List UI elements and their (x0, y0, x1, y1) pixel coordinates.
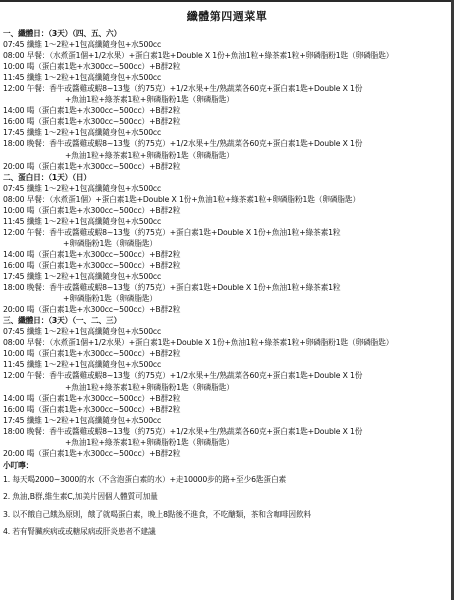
schedule-line: 18:00 晚餐：香牛或醬雞或蝦8~13隻（約75克）+1/2水果+生/熟蔬菜各60克+蛋白素1匙+Double X 1份 (3, 139, 363, 149)
schedule-line: 07:45 纖維 1～2粒+1包高纖隨身包+水500cc (3, 183, 162, 193)
schedule-line: 10:00 喝（蛋白素1匙+水300cc~500cc）+B群2粒 (3, 62, 181, 72)
schedule-line: 07:45 纖維 1～2粒+1包高纖隨身包+水500cc (3, 327, 162, 337)
schedule-line: 11:45 纖維 1～2粒+1包高纖隨身包+水500cc (3, 73, 162, 83)
schedule-line: 12:00 午餐：香牛或醬雞或蝦8~13隻（約75克）+1/2水果+生/熟蔬菜各60克+蛋白素1匙+Double X 1份 (3, 371, 363, 381)
schedule-line: 14:00 喝（蛋白素1匙+水300cc~500cc）+B群2粒 (3, 106, 181, 116)
schedule-line: 17:45 纖維 1～2粒+1包高纖隨身包+水500cc (3, 272, 162, 282)
schedule-line: 20:00 喝（蛋白素1匙+水300cc~500cc）+B群2粒 (3, 305, 181, 315)
schedule-line: 14:00 喝（蛋白素1匙+水300cc~500cc）+B群2粒 (3, 393, 181, 403)
schedule-line: 07:45 纖維 1～2粒+1包高纖隨身包+水500cc (3, 40, 162, 50)
schedule-line: 11:45 纖維 1～2粒+1包高纖隨身包+水500cc (3, 216, 162, 226)
tip-item: 4. 若有腎臟疾病或或糖尿病或肝炎患者不建議 (3, 527, 156, 537)
schedule-line: 11:45 纖維 1～2粒+1包高纖隨身包+水500cc (3, 360, 162, 370)
schedule-line: 08:00 早餐：（水煮蛋1個）+蛋白素1匙+Double X 1份+魚油1粒+綠茶素1粒+卵磷脂粉1匙（卵磷脂匙） (3, 194, 360, 204)
tip-item: 3. 以不餓自己餓為原則，餓了就喝蛋白素，晚上8點後不進食，不吃醣類，茶和含咖啡因飲料 (3, 509, 312, 519)
schedule-continuation-line: +魚油1粒+綠茶素1粒+卵磷脂粉1匙（卵磷脂匙） (65, 150, 234, 160)
schedule-line: 16:00 喝（蛋白素1匙+水300cc~500cc）+B群2粒 (3, 404, 181, 414)
schedule-line: 20:00 喝（蛋白素1匙+水300cc~500cc）+B群2粒 (3, 448, 181, 458)
schedule-line: 12:00 午餐：香牛或醬雞或蝦8~13隻（約75克）+蛋白素1匙+Double X 1份+魚油1粒+綠茶素1粒 (3, 227, 341, 237)
schedule-line: 16:00 喝（蛋白素1匙+水300cc~500cc）+B群2粒 (3, 117, 181, 127)
schedule-line: 12:00 午餐：香牛或醬雞或蝦8~13隻（約75克）+1/2水果+生/熟蔬菜各60克+蛋白素1匙+Double X 1份 (3, 84, 363, 94)
schedule-line: 08:00 早餐：（水煮蛋1個+1/2水果）+蛋白素1匙+Double X 1份+魚油1粒+綠茶素1粒+卵磷脂粉1匙（卵磷脂匙） (3, 338, 394, 348)
schedule-continuation-line: +魚油1粒+綠茶素1粒+卵磷脂粉1匙（卵磷脂匙） (65, 95, 234, 105)
schedule-continuation-line: +卵磷脂粉1匙（卵磷脂匙） (63, 294, 157, 304)
schedule-continuation-line: +卵磷脂粉1匙（卵磷脂匙） (63, 238, 157, 248)
schedule-line: 08:00 早餐：（水煮蛋1個+1/2水果）+蛋白素1匙+Double X 1份+魚油1粒+綠茶素1粒+卵磷脂粉1匙（卵磷脂匙） (3, 51, 394, 61)
schedule-line: 20:00 喝（蛋白素1匙+水300cc~500cc）+B群2粒 (3, 161, 181, 171)
section-heading: 三、纖體日：（3天）（一、二、三） (3, 316, 122, 326)
section-heading: 二、蛋白日：（1天）（日） (3, 172, 91, 182)
tip-item: 2. 魚油,B群,維生素C,加美片因個人體質可加量 (3, 492, 158, 502)
window-top-border (0, 0, 454, 2)
schedule-line: 10:00 喝（蛋白素1匙+水300cc~500cc）+B群2粒 (3, 349, 181, 359)
schedule-line: 17:45 纖維 1～2粒+1包高纖隨身包+水500cc (3, 128, 162, 138)
schedule-line: 16:00 喝（蛋白素1匙+水300cc~500cc）+B群2粒 (3, 260, 181, 270)
schedule-line: 14:00 喝（蛋白素1匙+水300cc~500cc）+B群2粒 (3, 249, 181, 259)
menu-schedule (3, 28, 449, 541)
section-heading: 一、纖體日：（3天）（四、五、六） (3, 29, 122, 38)
schedule-line: 18:00 晚餐：香牛或醬雞或蝦8~13隻（約75克）+1/2水果+生/熟蔬菜各60克+蛋白素1匙+Double X 1份 (3, 426, 363, 436)
schedule-line: 17:45 纖維 1～2粒+1包高纖隨身包+水500cc (3, 415, 162, 425)
tips-title: 小叮嚀： (3, 460, 34, 470)
schedule-continuation-line: +魚油1粒+綠茶素1粒+卵磷脂粉1匙（卵磷脂匙） (65, 382, 234, 392)
schedule-line: 18:00 晚餐：香牛或醬雞或蝦8~13隻（約75克）+蛋白素1匙+Double X 1份+魚油1粒+綠茶素1粒 (3, 283, 341, 293)
document-title: 纖體第四週菜單 (186, 10, 268, 23)
schedule-line: 10:00 喝（蛋白素1匙+水300cc~500cc）+B群2粒 (3, 205, 181, 215)
tip-item: 1. 每天喝2000~3000的水（不含泡蛋白素的水）+走10000步的路+至少6匙蛋白素 (3, 474, 287, 484)
schedule-continuation-line: +魚油1粒+綠茶素1粒+卵磷脂粉1匙（卵磷脂匙） (65, 437, 234, 447)
